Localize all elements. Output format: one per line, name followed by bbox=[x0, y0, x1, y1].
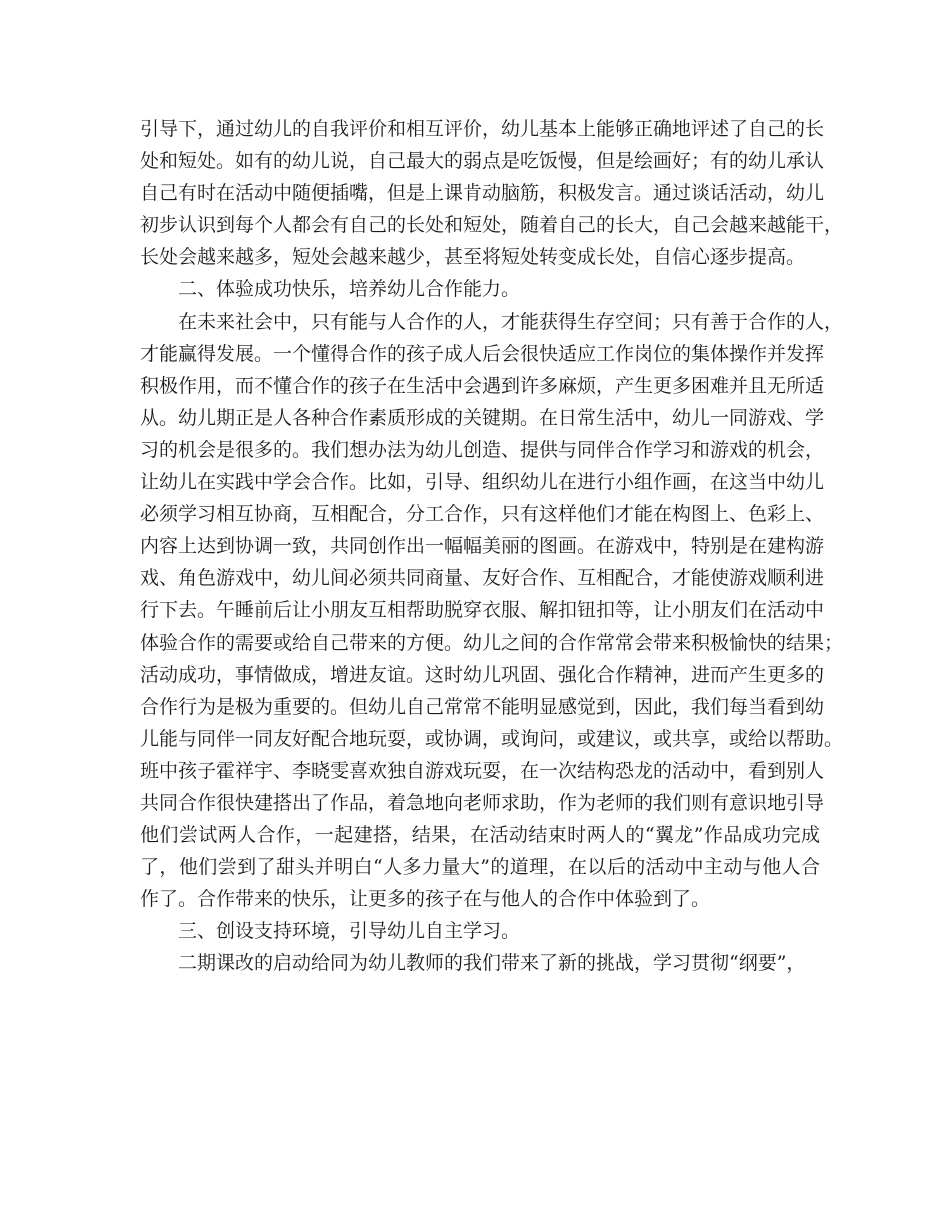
text-line: 长处会越来越多，短处会越来越少，甚至将短处转变成长处，自信心逐步提高。 bbox=[140, 246, 806, 269]
text-line: 体验合作的需要或给自己带来的方便。幼儿之间的合作常常会带来积极愉快的结果； bbox=[140, 631, 844, 654]
text-line: 活动成功，事情做成，增进友谊。这时幼儿巩固、强化合作精神，进而产生更多的 bbox=[140, 663, 825, 686]
text-line: 他们尝试两人合作，一起建搭，结果，在活动结束时两人的“翼龙”作品成功完成 bbox=[140, 824, 820, 847]
text-line: 让幼儿在实践中学会合作。比如，引导、组织幼儿在进行小组作画，在这当中幼儿 bbox=[140, 471, 825, 494]
text-line: 内容上达到协调一致，共同创作出一幅幅美丽的图画。在游戏中，特别是在建构游 bbox=[140, 535, 825, 558]
text-line: 习的机会是很多的。我们想办法为幼儿创造、提供与同伴合作学习和游戏的机会， bbox=[140, 438, 825, 461]
text-line: 积极作用，而不懂合作的孩子在生活中会遇到许多麻烦，产生更多困难并且无所适 bbox=[140, 374, 825, 397]
text-line: 班中孩子霍祥宇、李晓雯喜欢独自游戏玩耍，在一次结构恐龙的活动中，看到别人 bbox=[140, 759, 825, 782]
text-line: 自己有时在活动中随便插嘴，但是上课肯动脑筋，积极发言。通过谈话活动，幼儿 bbox=[140, 182, 825, 205]
text-line: 行下去。午睡前后让小朋友互相帮助脱穿衣服、解扣钮扣等，让小朋友们在活动中 bbox=[140, 599, 825, 622]
text-line: 作了。合作带来的快乐，让更多的孩子在与他人的合作中体验到了。 bbox=[140, 888, 711, 911]
text-line: 共同合作很快建搭出了作品，着急地向老师求助，作为老师的我们则有意识地引导 bbox=[140, 791, 825, 814]
text-line: 戏、角色游戏中，幼儿间必须共同商量、友好合作、互相配合，才能使游戏顺利进 bbox=[140, 567, 825, 590]
text-line: 合作行为是极为重要的。但幼儿自己常常不能明显感觉到，因此，我们每当看到幼 bbox=[140, 695, 825, 718]
document-body bbox=[140, 113, 844, 980]
text-line: 二期课改的启动给同为幼儿教师的我们带来了新的挑战，学习贯彻“纲要”， bbox=[178, 952, 806, 975]
section-heading: 二、体验成功快乐，培养幼儿合作能力。 bbox=[178, 278, 521, 301]
text-line: 初步认识到每个人都会有自己的长处和短处，随着自己的长大，自己会越来越能干， bbox=[140, 214, 844, 237]
text-line: 必须学习相互协商，互相配合，分工合作，只有这样他们才能在构图上、色彩上、 bbox=[140, 503, 825, 526]
text-line: 了，他们尝到了甜头并明白“人多力量大”的道理，在以后的活动中主动与他人合 bbox=[140, 856, 820, 879]
text-line: 从。幼儿期正是人各种合作素质形成的关键期。在日常生活中，幼儿一同游戏、学 bbox=[140, 406, 825, 429]
text-line: 儿能与同伴一同友好配合地玩耍，或协调，或询问，或建议，或共享，或给以帮助。 bbox=[140, 727, 844, 750]
section-heading: 三、创设支持环境，引导幼儿自主学习。 bbox=[178, 920, 521, 943]
text-line: 在未来社会中，只有能与人合作的人，才能获得生存空间；只有善于合作的人， bbox=[178, 310, 844, 333]
text-line: 才能赢得发展。一个懂得合作的孩子成人后会很快适应工作岗位的集体操作并发挥 bbox=[140, 342, 825, 365]
text-line: 引导下，通过幼儿的自我评价和相互评价，幼儿基本上能够正确地评述了自己的长 bbox=[140, 118, 825, 140]
text-line: 处和短处。如有的幼儿说，自己最大的弱点是吃饭慢，但是绘画好；有的幼儿承认 bbox=[140, 150, 825, 173]
